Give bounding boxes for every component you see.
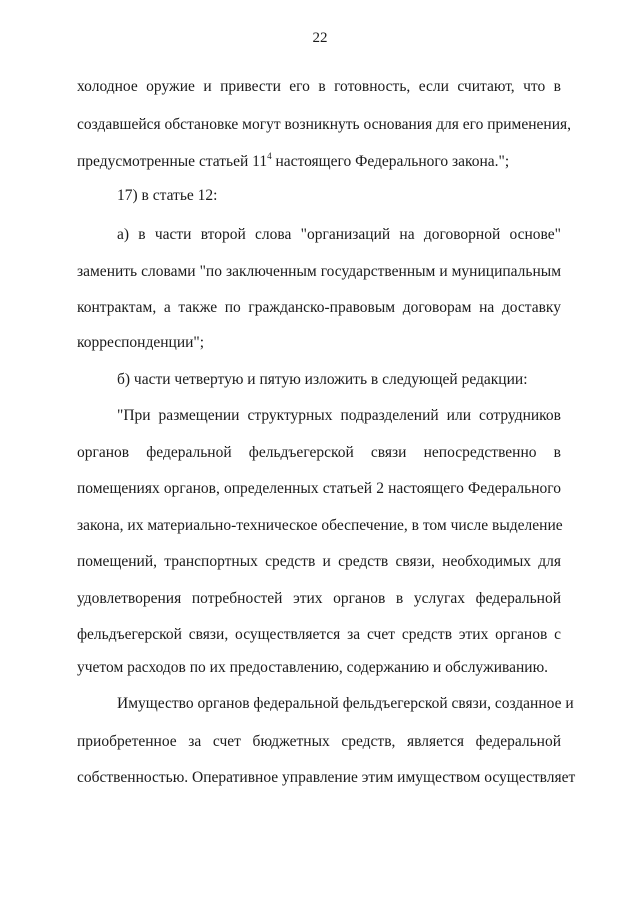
text-line: создавшейся обстановке могут возникнуть основания для его применения, (77, 116, 572, 133)
text-line: контрактам, а также по гражданско-правовым договорам на доставку (77, 299, 561, 316)
text-line-with-superscript (77, 152, 561, 172)
text-line: фельдъегерской связи, осуществляется за счет средств этих органов с (77, 626, 561, 643)
list-item-heading: 17) в статье 12: (117, 187, 218, 204)
text-line: а) в части второй слова "организаций на договорной основе" (117, 226, 561, 243)
superscript: 4 (267, 150, 272, 161)
text-line: заменить словами "по заключенным государственным и муниципальным (77, 263, 561, 280)
text-fragment: настоящего Федерального закона."; (271, 153, 510, 170)
text-line: холодное оружие и привести его в готовность, если считают, что в (77, 78, 561, 95)
text-line: Имущество органов федеральной фельдъегерской связи, созданное и (117, 695, 574, 712)
text-line: закона, их материально-техническое обеспечение, в том числе выделение (77, 517, 563, 534)
text-line: собственностью. Оперативное управление этим имуществом осуществляет (77, 769, 576, 786)
text-fragment: предусмотренные статьей 11 (77, 153, 268, 170)
text-line: корреспонденции"; (77, 334, 205, 351)
text-line: помещений, транспортных средств и средств связи, необходимых для (77, 553, 561, 570)
text-line: органов федеральной фельдъегерской связи непосредственно в (77, 444, 561, 461)
page-number: 22 (312, 30, 328, 46)
text-line: удовлетворения потребностей этих органов в услугах федеральной (77, 590, 561, 607)
text-line: "При размещении структурных подразделений или сотрудников (117, 407, 561, 424)
text-line: б) части четвертую и пятую изложить в следующей редакции: (117, 371, 528, 388)
text-line: помещениях органов, определенных статьей 2 настоящего Федерального (77, 480, 561, 497)
text-line: приобретенное за счет бюджетных средств, является федеральной (77, 733, 561, 750)
text-line: учетом расходов по их предоставлению, содержанию и обслуживанию. (77, 659, 549, 676)
